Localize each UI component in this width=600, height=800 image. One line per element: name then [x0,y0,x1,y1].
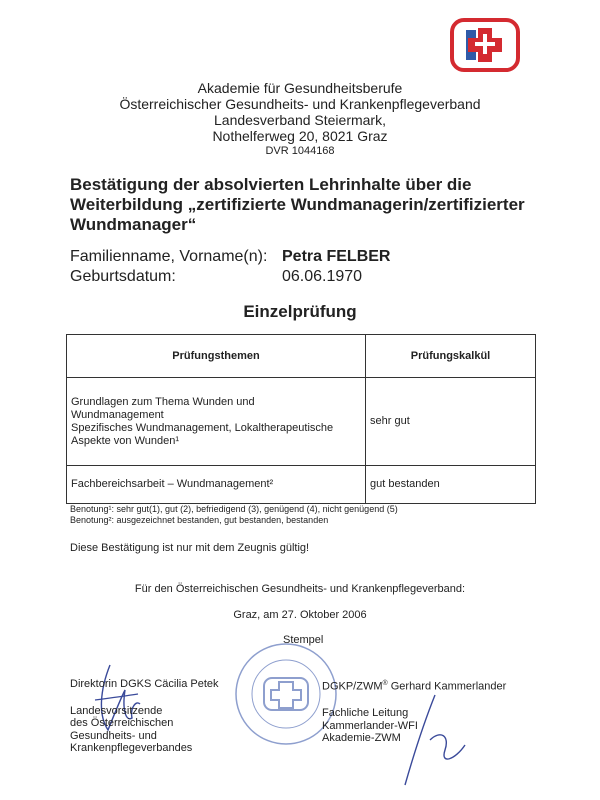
signatory-right [322,678,506,745]
signatory-role: Fachliche Leitung [322,707,409,720]
section-title: Einzelprüfung [243,302,357,321]
signatory-full-name: Gerhard Kammerlander [387,680,507,693]
issuer-line: Österreichischer Gesundheits- und Krankenpflegeverband [119,96,481,112]
document-title [70,175,540,235]
table-row [67,378,536,466]
title-line: Bestätigung der absolvierten Lehrinhalte über die [70,175,472,194]
column-header-grade: Prüfungskalkül [366,335,536,378]
issuer-address: Nothelferweg 20, 8021 Graz [212,128,388,144]
signatory-name [322,678,506,693]
topic-line: Spezifisches Wundmanagement, Lokaltherapeutische [71,421,334,434]
topic-line: Wundmanagement [71,408,164,421]
exam-grade-cell: gut bestanden [366,466,536,504]
signatory-left [70,678,219,755]
place-and-date: Graz, am 27. Oktober 2006 [233,609,367,621]
legend-line: Benotung¹: sehr gut(1), gut (2), befriedigend (3), genügend (4), nicht genügend (5) [70,504,398,514]
legend-line: Benotung²: ausgezeichnet bestanden, gut bestanden, bestanden [70,515,329,525]
validity-notice: Diese Bestätigung ist nur mit dem Zeugnis gültig! [70,542,310,554]
issuer-header [0,80,600,158]
birthdate-label: Geburtsdatum: [70,268,176,285]
column-header-topics: Prüfungsthemen [67,335,366,378]
exam-topic-cell [67,378,366,466]
title-line: Wundmanager“ [70,215,197,234]
signatory-role: Krankenpflegeverbandes [70,742,193,754]
grading-legend [70,504,398,526]
exam-table [66,334,536,504]
signatory-role: des Österreichischen [70,717,174,729]
registered-mark: ® [382,680,388,687]
issuer-line: Akademie für Gesundheitsberufe [197,80,403,96]
table-row [67,466,536,504]
dvr-number: DVR 1044168 [265,145,335,157]
signatory-role: Landesvorsitzende [70,704,163,717]
exam-grade-cell: sehr gut [366,378,536,466]
exam-topic-cell: Fachbereichsarbeit – Wundmanagement² [67,466,366,504]
signatory-role: Kammerlander-WFI [322,719,418,732]
issuer-line: Landesverband Steiermark, [214,112,386,128]
signatory-role: Akademie-ZWM [322,732,401,745]
on-behalf-of-text: Für den Österreichischen Gesundheits- und Krankenpflegeverband: [134,583,466,595]
topic-line: Grundlagen zum Thema Wunden und [71,395,255,408]
name-value: Petra FELBER [282,248,391,265]
signatory-name: Direktorin DGKS Cäcilia Petek [70,678,219,690]
organization-logo [450,18,520,72]
signatory-role: Gesundheits- und [70,729,157,742]
signatory-title: DGKP/ZWM [322,680,383,693]
table-header-row [67,335,536,378]
topic-line: Aspekte von Wunden¹ [71,434,180,447]
birthdate-value: 06.06.1970 [282,268,363,285]
person-details [70,247,390,287]
title-line: Weiterbildung „zertifizierte Wundmanagerin/zertifizierter [70,195,525,214]
name-label: Familienname, Vorname(n): [70,248,268,265]
stamp-label: Stempel [283,634,324,646]
